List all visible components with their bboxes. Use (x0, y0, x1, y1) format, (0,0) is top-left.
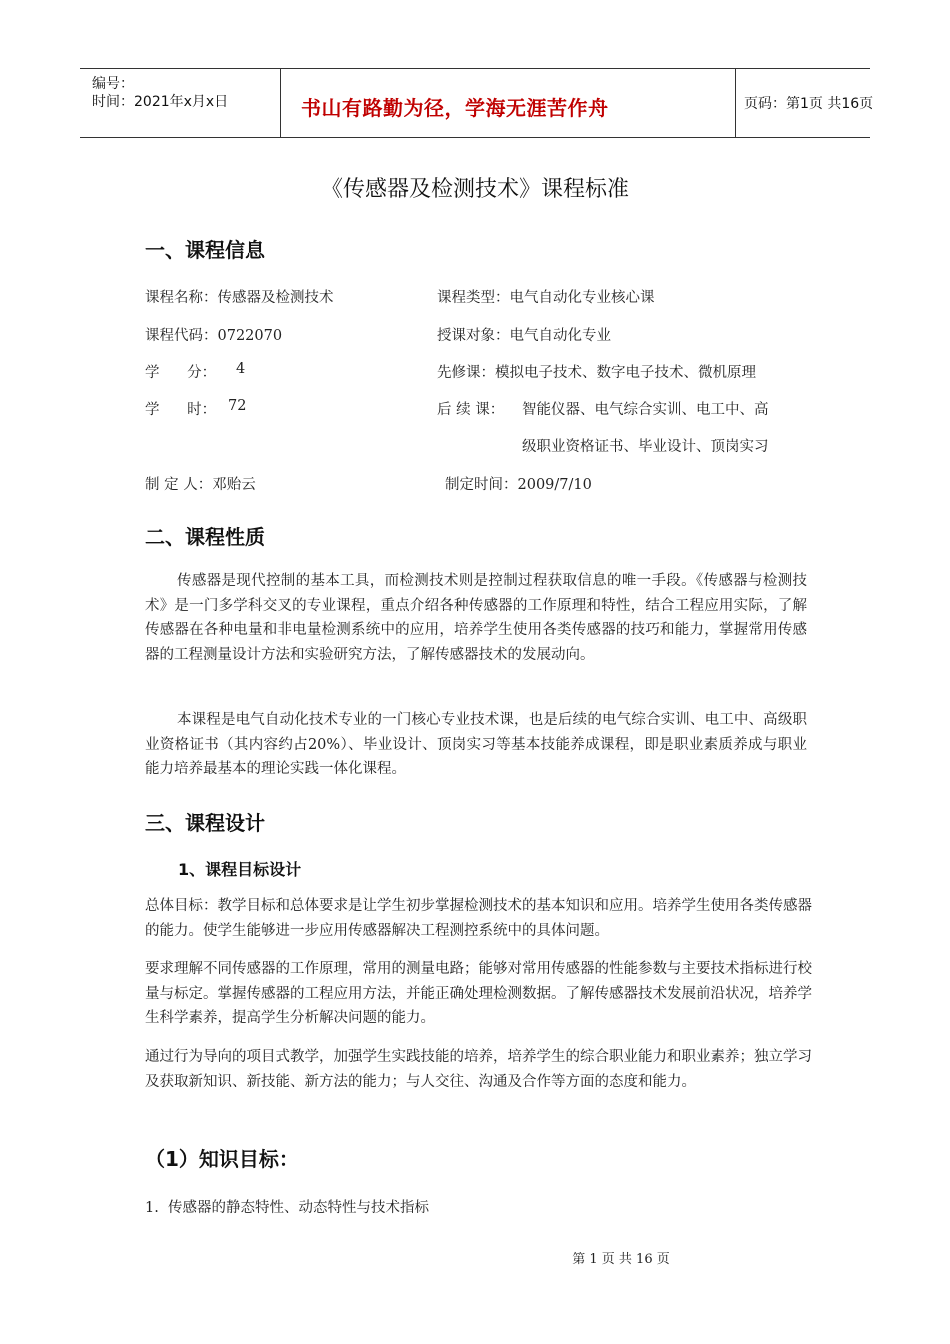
author: 制 定 人：邓贻云 (145, 477, 256, 493)
motto: 书山有路勤为径，学海无涯苦作舟 (301, 96, 609, 120)
followup-line2: 级职业资格证书、毕业设计、顶岗实习 (522, 439, 769, 455)
header-table (80, 68, 874, 138)
goal-paragraph-3: 通过行为导向的项目式教学，加强学生实践技能的培养，培养学生的综合职业能力和职业素养；独立学习及获取新知识、新技能、新方法的能力；与人交往、沟通及合作等方面的态度和能力。 (145, 1049, 812, 1090)
header-page-cell (736, 69, 874, 137)
followup-line1: 智能仪器、电气综合实训、电工中、高 (522, 402, 769, 418)
goal-paragraph-2: 要求理解不同传感器的工作原理，常用的测量电路；能够对常用传感器的性能参数与主要技术指标进行校量与标定。掌握传感器的工程应用方法，并能正确处理检测数据。了解传感器技术发展前沿状况，培养学生科学素养，提高学生分析解决问题的能力。 (145, 961, 812, 1026)
knowledge-heading: （1）知识目标： (145, 1147, 299, 1171)
goal-paragraph-1: 总体目标：教学目标和总体要求是让学生初步掌握检测技术的基本知识和应用。培养学生使用各类传感器的能力。使学生能够进一步应用传感器解决工程测控系统中的具体问题。 (145, 898, 812, 939)
course-type: 课程类型：电气自动化专业核心课 (437, 290, 655, 306)
knowledge-item-1: 1. 传感器的静态特性、动态特性与技术指标 (145, 1200, 430, 1216)
followup-label: 后 续 课： (437, 402, 505, 418)
hours-value: 72 (228, 398, 247, 414)
page-info: 页码：第1页 共16页 (744, 96, 874, 112)
credit-label: 学 分： (145, 365, 217, 381)
date: 制定时间：2009/7/10 (445, 477, 592, 493)
section2-paragraph-2: 本课程是电气自动化技术专业的一门核心专业技术课，也是后续的电气综合实训、电工中、高级职业资格证书（其内容约占20%）、毕业设计、顶岗实习等基本技能养成课程，即是职业素质养成与职业能力培养最基本的理论实践一体化课程。 (145, 712, 807, 777)
document-title: 《传感器及检测技术》课程标准 (320, 177, 629, 202)
section2-heading: 二、课程性质 (145, 525, 265, 549)
credit-value: 4 (236, 361, 246, 377)
hours-label: 学 时： (145, 402, 217, 418)
time-label: 时间：2021年x月x日 (92, 94, 229, 110)
course-name: 课程名称：传感器及检测技术 (145, 290, 334, 306)
page-footer: 第 1 页 共 16 页 (572, 1252, 670, 1267)
header-motto-cell (280, 69, 736, 137)
section3-heading: 三、课程设计 (145, 811, 265, 835)
section2-paragraph-1: 传感器是现代控制的基本工具，而检测技术则是控制过程获取信息的唯一手段。《传感器与检测技术》是一门多学科交叉的专业课程，重点介绍各种传感器的工作原理和特性，结合工程应用实际，了解传感器在各种电量和非电量检测系统中的应用，培养学生使用各类传感器的技巧和能力，掌握常用传感器的工程测量设计方法和实验研究方法，了解传感器技术的发展动向。 (145, 573, 807, 663)
prerequisites: 先修课：模拟电子技术、数字电子技术、微机原理 (437, 365, 756, 381)
header-meta-cell (80, 69, 280, 137)
section1-heading: 一、课程信息 (145, 238, 265, 262)
course-code: 课程代码：0722070 (145, 328, 283, 344)
section3-sub1: 1、课程目标设计 (178, 860, 302, 879)
course-audience: 授课对象：电气自动化专业 (437, 328, 611, 344)
number-label: 编号： (92, 76, 134, 92)
